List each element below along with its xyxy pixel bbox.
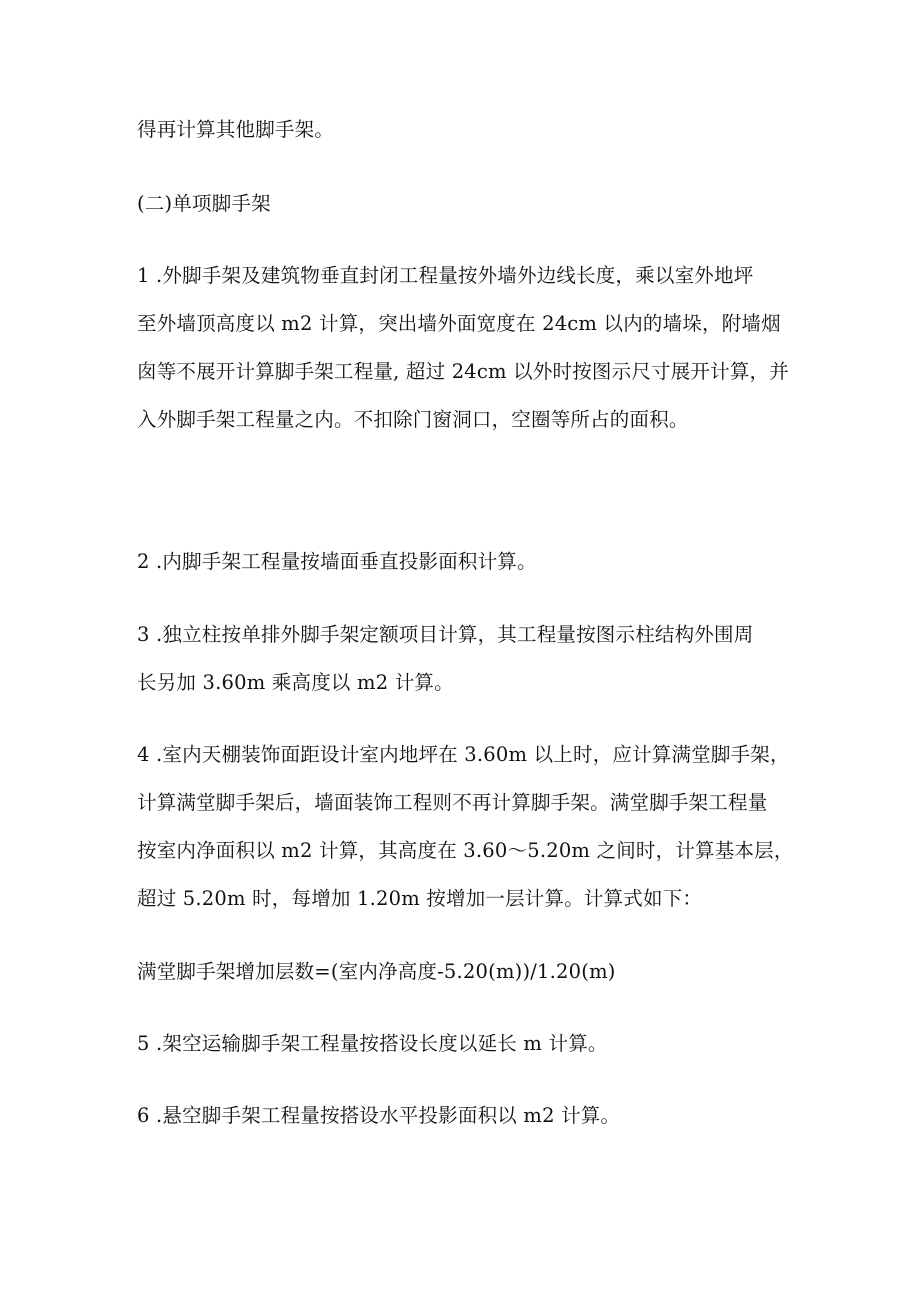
item-4-line-4: 超过 5.20m 时，每增加 1.20m 按增加一层计算。计算式如下： bbox=[137, 887, 703, 910]
item-4-line-3: 按室内净面积以 m2 计算，其高度在 3.60～5.20m 之间时，计算基本层， bbox=[137, 839, 794, 862]
item-5-line-1: 5 .架空运输脚手架工程量按搭设长度以延长 m 计算。 bbox=[137, 1032, 608, 1055]
item-1-line-1: 1 .外脚手架及建筑物垂直封闭工程量按外墙外边线长度，乘以室外地坪 bbox=[137, 264, 754, 287]
item-1-line-3: 囱等不展开计算脚手架工程量, 超过 24cm 以外时按图示尺寸展开计算，并 bbox=[137, 360, 789, 383]
item-1-line-4: 入外脚手架工程量之内。不扣除门窗洞口，空圈等所占的面积。 bbox=[137, 408, 689, 431]
item-6-line-1: 6 .悬空脚手架工程量按搭设水平投影面积以 m2 计算。 bbox=[137, 1104, 621, 1127]
item-3-line-2: 长另加 3.60m 乘高度以 m2 计算。 bbox=[137, 671, 454, 694]
section-heading: (二)单项脚手架 bbox=[137, 192, 271, 215]
item-4-line-1: 4 .室内天棚装饰面距设计室内地坪在 3.60m 以上时，应计算满堂脚手架， bbox=[137, 743, 790, 766]
item-1-line-2: 至外墙顶高度以 m2 计算，突出墙外面宽度在 24cm 以内的墙垛，附墙烟 bbox=[137, 312, 781, 335]
text-line-continuation: 得再计算其他脚手架。 bbox=[137, 118, 335, 141]
item-3-line-1: 3 .独立柱按单排外脚手架定额项目计算，其工程量按图示柱结构外围周 bbox=[137, 623, 754, 646]
formula-line: 满堂脚手架增加层数=(室内净高度-5.20(m))/1.20(m) bbox=[137, 960, 616, 983]
item-2-line-1: 2 .内脚手架工程量按墙面垂直投影面积计算。 bbox=[137, 550, 537, 573]
item-4-line-2: 计算满堂脚手架后，墙面装饰工程则不再计算脚手架。满堂脚手架工程量 bbox=[137, 791, 768, 814]
